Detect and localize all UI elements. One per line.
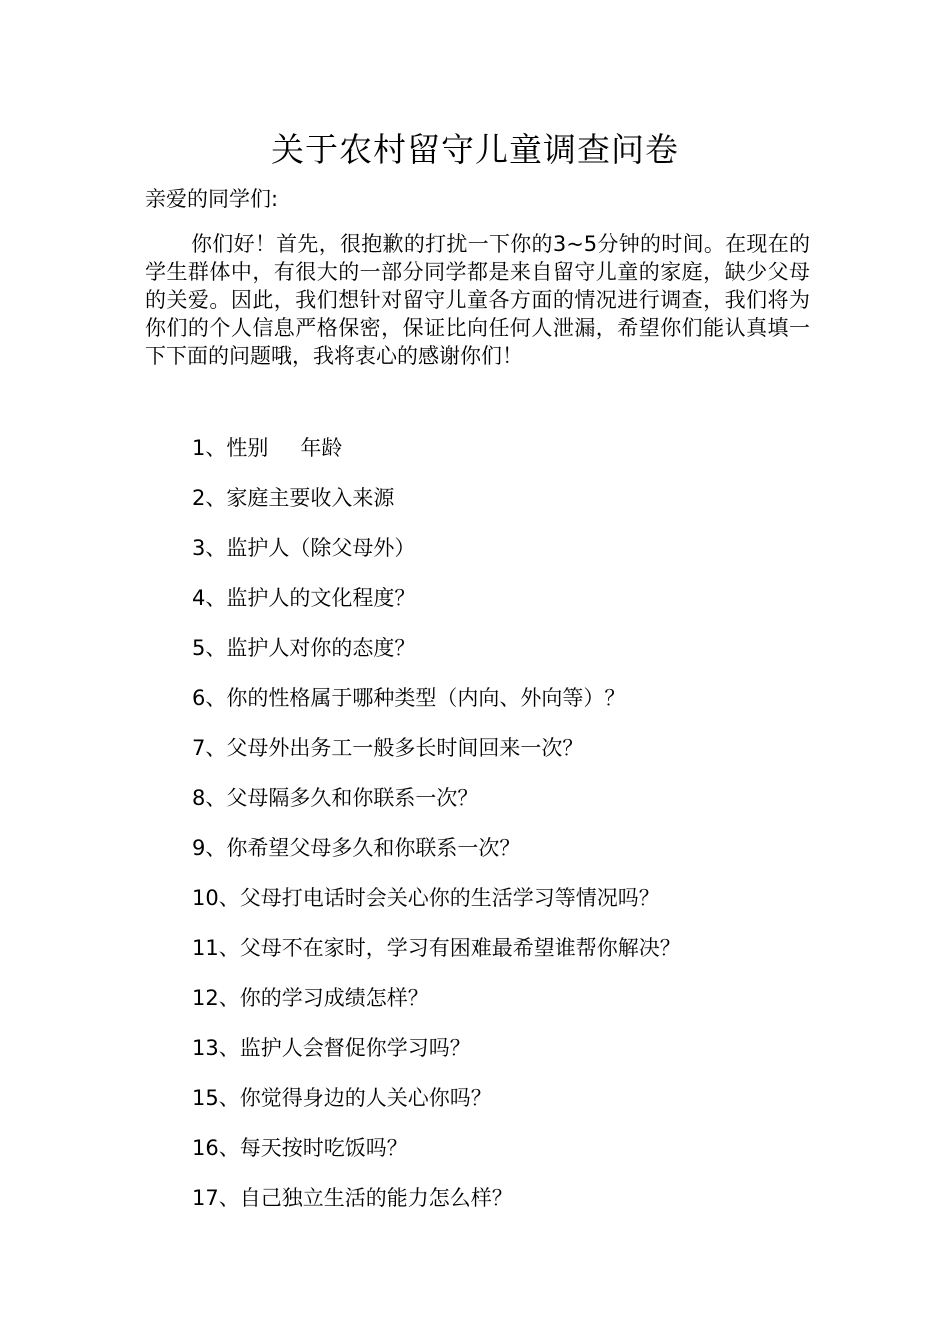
question-extra: 年龄 (300, 436, 343, 460)
question-item (192, 1180, 681, 1230)
question-number: 8、 (192, 786, 227, 810)
question-item (192, 530, 681, 580)
question-text: 你觉得身边的人关心你吗？ (239, 1086, 492, 1110)
question-item (192, 880, 681, 930)
question-text: 你的学习成绩怎样？ (239, 986, 429, 1010)
question-item (192, 730, 681, 780)
question-item (192, 680, 681, 730)
question-number: 6、 (192, 686, 227, 710)
question-text: 家庭主要收入来源 (226, 486, 395, 510)
question-text: 父母不在家时，学习有困难最希望谁帮你解决？ (239, 936, 681, 960)
question-text: 你希望父母多久和你联系一次？ (226, 836, 521, 860)
question-number: 12、 (192, 986, 240, 1010)
question-item (192, 630, 681, 680)
question-text: 性别 (226, 436, 269, 460)
question-list (192, 430, 681, 1230)
question-item (192, 780, 681, 830)
question-text: 每天按时吃饭吗？ (239, 1136, 408, 1160)
question-text: 父母外出务工一般多长时间回来一次？ (226, 736, 584, 760)
question-item (192, 1030, 681, 1080)
question-text: 监护人的文化程度？ (226, 586, 416, 610)
question-number: 2、 (192, 486, 227, 510)
question-item (192, 430, 681, 480)
question-item (192, 480, 681, 530)
question-number: 17、 (192, 1186, 240, 1210)
intro-paragraph: 你们好！首先，很抱歉的打扰一下你的3~5分钟的时间。在现在的学生群体中，有很大的一部分同学都是来自留守儿童的家庭，缺少父母的关爱。因此，我们想针对留守儿童各方面的情况进行调查，我们将为你们的个人信息严格保密，保证比向任何人泄漏，希望你们能认真填一下下面的问题哦，我将衷心的感谢你们！ (145, 232, 810, 368)
question-number: 4、 (192, 586, 227, 610)
question-number: 16、 (192, 1136, 240, 1160)
question-text: 父母打电话时会关心你的生活学习等情况吗？ (239, 886, 660, 910)
question-number: 5、 (192, 636, 227, 660)
question-text: 父母隔多久和你联系一次？ (226, 786, 479, 810)
question-item (192, 580, 681, 630)
question-number: 10、 (192, 886, 240, 910)
question-text: 监护人会督促你学习吗？ (239, 1036, 471, 1060)
question-text: 你的性格属于哪种类型（内向、外向等）？ (226, 686, 626, 710)
question-number: 1、 (192, 436, 227, 460)
question-number: 3、 (192, 536, 227, 560)
question-number: 15、 (192, 1086, 240, 1110)
question-item (192, 930, 681, 980)
question-number: 9、 (192, 836, 227, 860)
question-item (192, 830, 681, 880)
question-item (192, 980, 681, 1030)
question-text: 监护人（除父母外） (226, 536, 416, 560)
salutation: 亲爱的同学们: (145, 187, 279, 211)
question-item (192, 1130, 681, 1180)
question-number: 13、 (192, 1036, 240, 1060)
question-item (192, 1080, 681, 1130)
question-text: 监护人对你的态度？ (226, 636, 416, 660)
document-title: 关于农村留守儿童调查问卷 (271, 130, 679, 169)
question-number: 7、 (192, 736, 227, 760)
question-number: 11、 (192, 936, 240, 960)
question-text: 自己独立生活的能力怎么样？ (239, 1186, 513, 1210)
